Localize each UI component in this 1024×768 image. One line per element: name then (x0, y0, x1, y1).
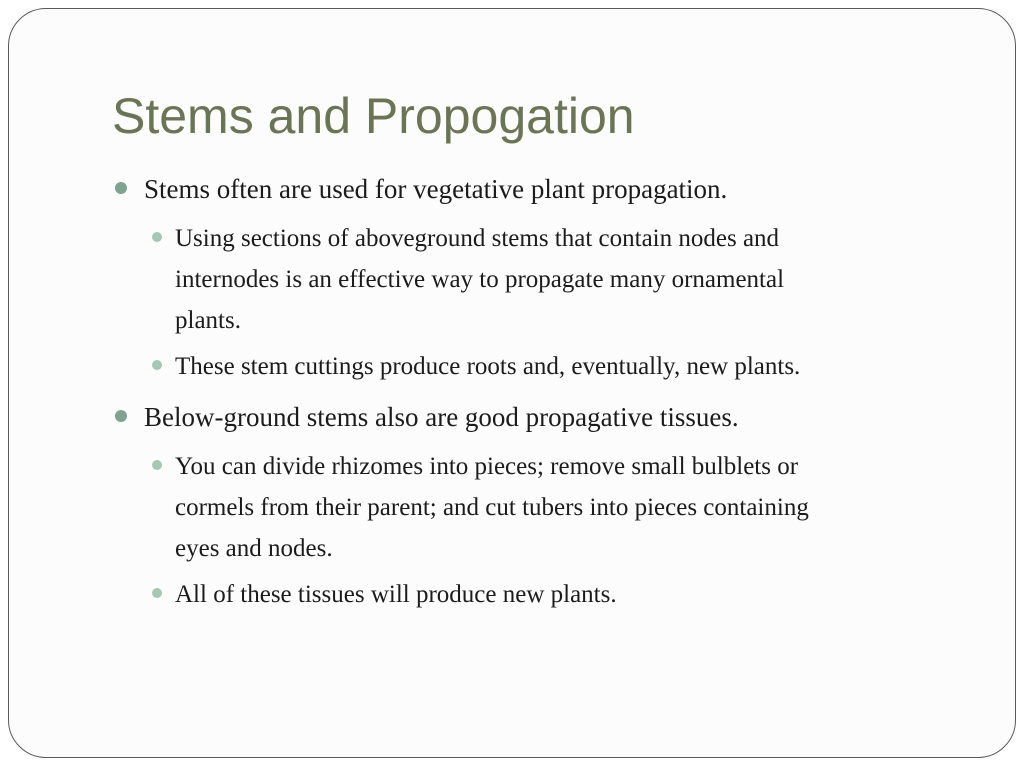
sub-bullet-text (175, 218, 975, 341)
text-line: plants. (175, 307, 241, 334)
sub-bullet-dot-icon (152, 232, 162, 242)
text-line: cormels from their parent; and cut tubers into pieces containing (175, 494, 809, 521)
sub-bullet-text (175, 346, 975, 387)
sub-bullet-text (175, 574, 975, 615)
sub-bullet-text (175, 446, 975, 569)
text-line: These stem cuttings produce roots and, eventually, new plants. (175, 353, 801, 380)
bullet-dot-icon (115, 410, 127, 422)
sub-bullet-item (175, 218, 975, 341)
bullet-item (144, 169, 727, 209)
text-line: eyes and nodes. (175, 535, 333, 562)
text-line: internodes is an effective way to propagate many ornamental (175, 266, 785, 293)
bullet-item (144, 397, 739, 437)
bullet-text: Stems often are used for vegetative plant propagation. (144, 174, 728, 204)
sub-bullet-dot-icon (152, 588, 162, 598)
slide-title: Stems and Propogation (112, 88, 635, 144)
text-line: You can divide rhizomes into pieces; remove small bulblets or (175, 453, 799, 480)
text-line: Using sections of aboveground stems that contain nodes and (175, 225, 780, 252)
sub-bullet-item (175, 346, 975, 387)
sub-bullet-item (175, 574, 975, 615)
bullet-text: Below-ground stems also are good propagative tissues. (144, 402, 739, 432)
sub-bullet-dot-icon (152, 360, 162, 370)
sub-bullet-dot-icon (152, 460, 162, 470)
sub-bullet-item (175, 446, 975, 569)
bullet-dot-icon (115, 182, 127, 194)
text-line: All of these tissues will produce new plants. (175, 581, 617, 608)
